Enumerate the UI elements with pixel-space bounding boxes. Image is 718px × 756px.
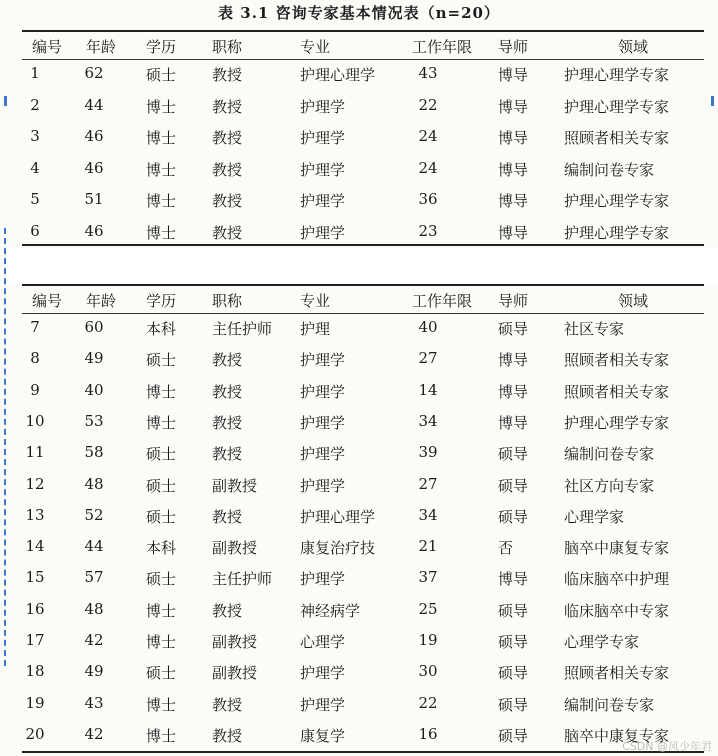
cell-title: 副教授 xyxy=(212,476,258,495)
cell-education: 博士 xyxy=(146,223,177,242)
cell-title: 教授 xyxy=(212,601,243,620)
cell-field: 护理心理学专家 xyxy=(564,66,670,84)
cell-major: 护理学 xyxy=(300,97,346,116)
cell-id: 9 xyxy=(30,380,40,399)
cell-id: 8 xyxy=(30,349,40,368)
cell-education: 博士 xyxy=(146,382,177,401)
cell-age: 49 xyxy=(84,662,104,681)
cell-supervisor: 博导 xyxy=(498,66,529,84)
header-field: 领域 xyxy=(618,38,649,56)
cell-supervisor: 硕导 xyxy=(498,695,529,714)
cell-years: 22 xyxy=(418,693,438,712)
cell-age: 40 xyxy=(84,380,104,399)
cell-field: 编制问卷专家 xyxy=(564,695,655,714)
cell-years: 34 xyxy=(418,411,438,430)
cell-supervisor: 博导 xyxy=(498,413,529,432)
cell-title: 副教授 xyxy=(212,664,258,683)
cell-id: 14 xyxy=(25,537,45,556)
cell-years: 27 xyxy=(418,349,438,368)
cell-supervisor: 博导 xyxy=(498,160,529,179)
cell-supervisor: 硕导 xyxy=(498,476,529,495)
cell-major: 护理学 xyxy=(300,129,346,147)
header-supervisor: 导师 xyxy=(498,292,529,310)
cell-field: 临床脑卒中专家 xyxy=(564,601,670,620)
cell-field: 照顾者相关专家 xyxy=(564,382,670,401)
cell-education: 硕士 xyxy=(146,570,177,589)
cell-title: 教授 xyxy=(212,192,243,210)
cell-major: 护理 xyxy=(300,320,331,338)
header-years: 工作年限 xyxy=(412,38,473,56)
cell-id: 19 xyxy=(25,693,45,712)
cell-education: 博士 xyxy=(146,129,177,147)
cell-age: 46 xyxy=(84,221,104,240)
header-education: 学历 xyxy=(146,38,177,56)
cell-title: 副教授 xyxy=(212,633,258,651)
header-id: 编号 xyxy=(32,38,63,56)
cell-years: 37 xyxy=(418,568,438,587)
cell-title: 教授 xyxy=(212,129,243,147)
cell-supervisor: 硕导 xyxy=(498,507,529,526)
cell-years: 16 xyxy=(418,724,438,743)
cell-field: 脑卒中康复专家 xyxy=(564,539,670,558)
cell-id: 12 xyxy=(25,474,45,493)
cell-major: 康复学 xyxy=(300,726,346,745)
cell-years: 22 xyxy=(418,95,438,114)
cell-years: 27 xyxy=(418,474,438,493)
cell-id: 6 xyxy=(30,221,40,240)
cell-title: 教授 xyxy=(212,445,243,464)
cell-id: 5 xyxy=(30,190,40,208)
cell-major: 护理学 xyxy=(300,445,346,464)
cell-id: 2 xyxy=(30,95,40,114)
header-title: 职称 xyxy=(212,38,243,56)
cell-age: 53 xyxy=(84,411,104,430)
cell-years: 39 xyxy=(418,443,438,462)
cell-supervisor: 博导 xyxy=(498,129,529,147)
cell-education: 博士 xyxy=(146,192,177,210)
cell-title: 主任护师 xyxy=(212,320,273,338)
cell-field: 编制问卷专家 xyxy=(564,160,655,179)
bottom-rule xyxy=(22,244,704,246)
cell-field: 照顾者相关专家 xyxy=(564,351,670,370)
cell-age: 51 xyxy=(84,190,104,208)
header-major: 专业 xyxy=(300,38,331,56)
cell-age: 42 xyxy=(84,631,104,649)
header-rule xyxy=(22,313,704,314)
cell-title: 教授 xyxy=(212,413,243,432)
cell-id: 10 xyxy=(25,411,45,430)
header-age: 年龄 xyxy=(86,38,117,56)
cell-age: 49 xyxy=(84,349,104,368)
cell-years: 30 xyxy=(418,662,438,681)
watermark: CSDN @风少年君 xyxy=(622,740,712,753)
table-section-2 xyxy=(22,284,704,754)
cell-title: 教授 xyxy=(212,507,243,526)
page-gap xyxy=(0,248,718,284)
cell-major: 护理学 xyxy=(300,351,346,370)
cell-years: 25 xyxy=(418,599,438,618)
cell-supervisor: 否 xyxy=(498,539,514,558)
cell-age: 57 xyxy=(84,568,104,587)
cell-field: 社区专家 xyxy=(564,320,625,338)
header-rule xyxy=(22,59,704,60)
cell-id: 1 xyxy=(30,64,40,82)
cell-age: 46 xyxy=(84,158,104,177)
cell-education: 硕士 xyxy=(146,445,177,464)
bottom-rule xyxy=(22,751,704,753)
cell-field: 护理心理学专家 xyxy=(564,413,670,432)
cell-years: 23 xyxy=(418,221,438,240)
cell-supervisor: 硕导 xyxy=(498,664,529,683)
top-rule xyxy=(22,30,704,32)
cell-id: 18 xyxy=(25,662,45,681)
cell-title: 副教授 xyxy=(212,539,258,558)
table-section-1 xyxy=(22,30,704,248)
cell-supervisor: 博导 xyxy=(498,570,529,589)
cell-title: 教授 xyxy=(212,160,243,179)
cell-title: 教授 xyxy=(212,695,243,714)
cell-years: 24 xyxy=(418,158,438,177)
cell-field: 社区方向专家 xyxy=(564,476,655,495)
cell-age: 43 xyxy=(84,693,104,712)
cell-supervisor: 博导 xyxy=(498,351,529,370)
cell-education: 硕士 xyxy=(146,351,177,370)
cell-id: 17 xyxy=(25,631,45,649)
cell-age: 58 xyxy=(84,443,104,462)
cell-id: 7 xyxy=(30,318,40,336)
header-education: 学历 xyxy=(146,292,177,310)
cell-age: 62 xyxy=(84,64,104,82)
cell-education: 博士 xyxy=(146,413,177,432)
cell-field: 护理心理学专家 xyxy=(564,192,670,210)
cell-major: 护理心理学 xyxy=(300,507,376,526)
selection-dashed-line xyxy=(4,228,6,666)
cell-id: 4 xyxy=(30,158,40,177)
cell-title: 教授 xyxy=(212,223,243,242)
cell-age: 48 xyxy=(84,474,104,493)
cell-title: 教授 xyxy=(212,726,243,745)
cell-supervisor: 硕导 xyxy=(498,726,529,745)
header-years: 工作年限 xyxy=(412,292,473,310)
cell-title: 教授 xyxy=(212,66,243,84)
cell-supervisor: 硕导 xyxy=(498,320,529,338)
cell-field: 心理学家 xyxy=(564,507,625,526)
cell-years: 43 xyxy=(418,64,438,82)
top-rule xyxy=(22,284,704,286)
cell-field: 护理心理学专家 xyxy=(564,223,670,242)
cell-education: 博士 xyxy=(146,160,177,179)
cell-education: 本科 xyxy=(146,320,177,338)
cell-title: 教授 xyxy=(212,382,243,401)
cell-field: 临床脑卒中护理 xyxy=(564,570,670,589)
cell-id: 15 xyxy=(25,568,45,587)
cell-education: 硕士 xyxy=(146,507,177,526)
cell-years: 34 xyxy=(418,505,438,524)
cell-major: 心理学 xyxy=(300,633,346,651)
cell-education: 博士 xyxy=(146,633,177,651)
header-field: 领域 xyxy=(618,292,649,310)
cell-supervisor: 博导 xyxy=(498,97,529,116)
cell-major: 神经病学 xyxy=(300,601,361,620)
cell-major: 护理心理学 xyxy=(300,66,376,84)
cell-major: 护理学 xyxy=(300,223,346,242)
cell-major: 护理学 xyxy=(300,664,346,683)
cell-age: 42 xyxy=(84,724,104,743)
cell-major: 护理学 xyxy=(300,382,346,401)
cell-supervisor: 硕导 xyxy=(498,445,529,464)
cell-id: 16 xyxy=(25,599,45,618)
cell-education: 硕士 xyxy=(146,66,177,84)
cell-age: 44 xyxy=(84,537,104,556)
cell-id: 11 xyxy=(25,443,45,462)
cell-education: 本科 xyxy=(146,539,177,558)
cell-id: 20 xyxy=(25,724,45,743)
cell-supervisor: 博导 xyxy=(498,223,529,242)
cell-field: 脑卒中康复专家 xyxy=(564,726,670,745)
cell-age: 60 xyxy=(84,318,104,336)
cell-major: 护理学 xyxy=(300,476,346,495)
cell-major: 护理学 xyxy=(300,570,346,589)
cell-id: 3 xyxy=(30,127,40,145)
cell-major: 护理学 xyxy=(300,192,346,210)
cell-education: 博士 xyxy=(146,695,177,714)
header-age: 年龄 xyxy=(86,292,117,310)
cell-major: 康复治疗技 xyxy=(300,539,376,558)
cell-age: 52 xyxy=(84,505,104,524)
cell-major: 护理学 xyxy=(300,695,346,714)
cell-education: 硕士 xyxy=(146,476,177,495)
header-major: 专业 xyxy=(300,292,331,310)
cell-education: 博士 xyxy=(146,726,177,745)
header-supervisor: 导师 xyxy=(498,38,529,56)
cell-major: 护理学 xyxy=(300,413,346,432)
cell-supervisor: 博导 xyxy=(498,192,529,210)
cell-age: 48 xyxy=(84,599,104,618)
selection-marker-right xyxy=(711,96,714,106)
header-id: 编号 xyxy=(32,292,63,310)
cell-field: 编制问卷专家 xyxy=(564,445,655,464)
cell-title: 教授 xyxy=(212,97,243,116)
cell-field: 护理心理学专家 xyxy=(564,97,670,116)
cell-years: 14 xyxy=(418,380,438,399)
cell-years: 40 xyxy=(418,318,438,336)
cell-supervisor: 硕导 xyxy=(498,633,529,651)
cell-field: 照顾者相关专家 xyxy=(564,129,670,147)
cell-education: 硕士 xyxy=(146,664,177,683)
cell-years: 36 xyxy=(418,190,438,208)
cell-age: 44 xyxy=(84,95,104,114)
header-title: 职称 xyxy=(212,292,243,310)
table-title: 表 3.1 咨询专家基本情况表（n=20） xyxy=(218,4,500,22)
cell-years: 21 xyxy=(418,537,438,556)
cell-age: 46 xyxy=(84,127,104,145)
cell-major: 护理学 xyxy=(300,160,346,179)
cell-id: 13 xyxy=(25,505,45,524)
cell-education: 博士 xyxy=(146,97,177,116)
cell-years: 24 xyxy=(418,127,438,145)
selection-marker-left xyxy=(4,96,7,106)
cell-years: 19 xyxy=(418,631,438,649)
cell-field: 心理学专家 xyxy=(564,633,640,651)
cell-supervisor: 博导 xyxy=(498,382,529,401)
cell-title: 主任护师 xyxy=(212,570,273,589)
cell-field: 照顾者相关专家 xyxy=(564,664,670,683)
cell-title: 教授 xyxy=(212,351,243,370)
cell-education: 博士 xyxy=(146,601,177,620)
cell-supervisor: 硕导 xyxy=(498,601,529,620)
